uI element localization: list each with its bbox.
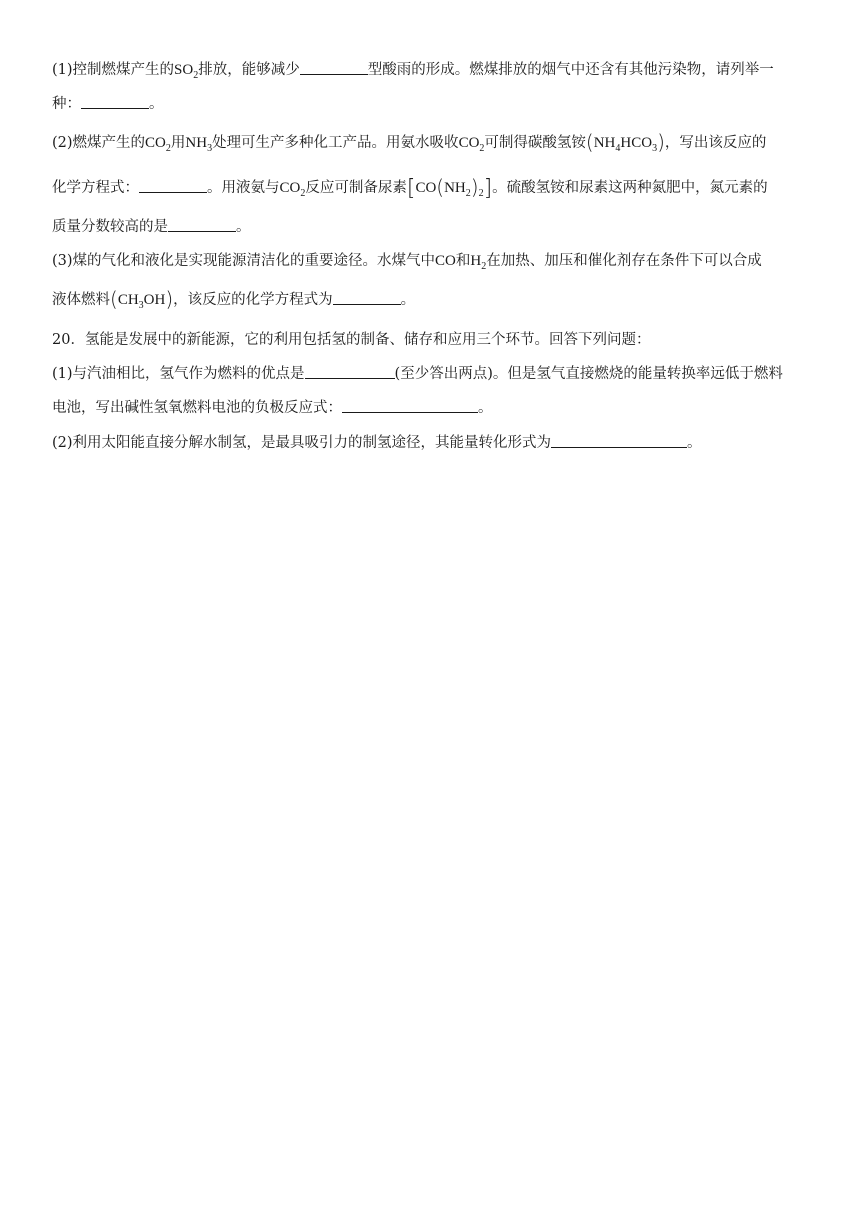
text: 反应可制备尿素 — [305, 180, 407, 196]
answer-blank[interactable] — [139, 178, 207, 193]
q19-p3-line2 — [52, 289, 415, 310]
answer-blank[interactable] — [333, 290, 401, 305]
q19-p1-label: (1) — [52, 62, 73, 78]
text: 。 — [687, 435, 702, 451]
q20-p1-line1 — [52, 364, 783, 384]
text: ，该反应的化学方程式为 — [173, 292, 333, 308]
formula-so2: $SO_2$ — [174, 62, 199, 81]
text: 。 — [236, 219, 251, 235]
answer-blank[interactable] — [81, 94, 149, 109]
text: 种： — [52, 96, 81, 112]
text: 液体燃料 — [52, 292, 110, 308]
text: 。 — [478, 400, 493, 416]
q19-p2-line1 — [52, 132, 766, 153]
text: 电池，写出碱性氢氧燃料电池的负极反应式： — [52, 400, 342, 416]
q20-p1-label: (1) — [52, 366, 73, 382]
text: 可制得碳酸氢铵 — [484, 135, 586, 151]
text: 用 — [170, 135, 186, 151]
text: 与汽油相比，氢气作为燃料的优点是 — [72, 366, 305, 382]
text: 和 — [455, 253, 471, 269]
q20-p2-label: (2) — [52, 435, 73, 451]
text: 煤的气化和液化是实现能源清洁化的重要途径。水煤气中 — [72, 253, 436, 269]
text: 。用液氨与 — [207, 180, 280, 196]
answer-blank[interactable] — [551, 433, 687, 448]
q20-p1-line2 — [52, 398, 493, 418]
text: 控制燃煤产生的 — [72, 62, 175, 78]
text: 型酸雨的形成。燃煤排放的烟气中还含有其他污染物，请列举一 — [367, 62, 774, 78]
text: 。 — [149, 96, 164, 112]
q19-p3-line1 — [52, 251, 762, 271]
answer-blank[interactable] — [300, 60, 368, 75]
text: ，写出该反应的 — [664, 135, 767, 151]
q19-p1-line1 — [52, 60, 774, 80]
text: 化学方程式： — [52, 180, 139, 196]
q19-p3-label: (3) — [52, 253, 73, 269]
formula-nh4hco3: $(NH_4HCO_3)$ — [585, 130, 665, 154]
text: 排放，能够减少 — [198, 62, 300, 78]
text: 在加热、加压和催化剂存在条件下可以合成 — [486, 253, 762, 269]
q20-p2-line1 — [52, 433, 702, 453]
text: 处理可生产多种化工产品。用氨水吸收 — [212, 135, 459, 151]
text: 燃煤产生的 — [72, 135, 146, 151]
text: (至少答出两点)。但是氢气直接燃烧的能量转换率远低于燃料 — [394, 366, 783, 382]
q19-p2-label: (2) — [52, 135, 73, 151]
formula-h2: $H_2$ — [470, 253, 487, 272]
formula-co: CO — [435, 253, 456, 269]
formula-co2: $CO_2$ — [279, 180, 306, 199]
answer-blank[interactable] — [342, 398, 478, 413]
q19-p1-line2 — [52, 94, 164, 114]
formula-co2: $CO_2$ — [145, 135, 171, 154]
q20-stem: 20．氢能是发展中的新能源，它的利用包括氢的制备、储存和应用三个环节。回答下列问题： — [52, 332, 651, 348]
q19-p2-line3 — [52, 217, 251, 237]
text: 。 — [400, 292, 416, 308]
formula-ch3oh: $(CH_3OH)$ — [110, 287, 174, 311]
text: 利用太阳能直接分解水制氢，是最具吸引力的制氢途径，其能量转化形式为 — [72, 435, 552, 451]
text: 。硫酸氢铵和尿素这两种氮肥中，氮元素的 — [492, 180, 768, 196]
text: 质量分数较高的是 — [52, 219, 168, 235]
formula-nh3: $NH_3$ — [185, 135, 213, 154]
formula-co2: $CO_2$ — [458, 135, 485, 154]
q19-p2-line2 — [52, 177, 768, 199]
formula-urea: $[CO(NH_2)_2]$ — [406, 175, 493, 201]
answer-blank[interactable] — [305, 364, 395, 379]
answer-blank[interactable] — [168, 217, 236, 232]
